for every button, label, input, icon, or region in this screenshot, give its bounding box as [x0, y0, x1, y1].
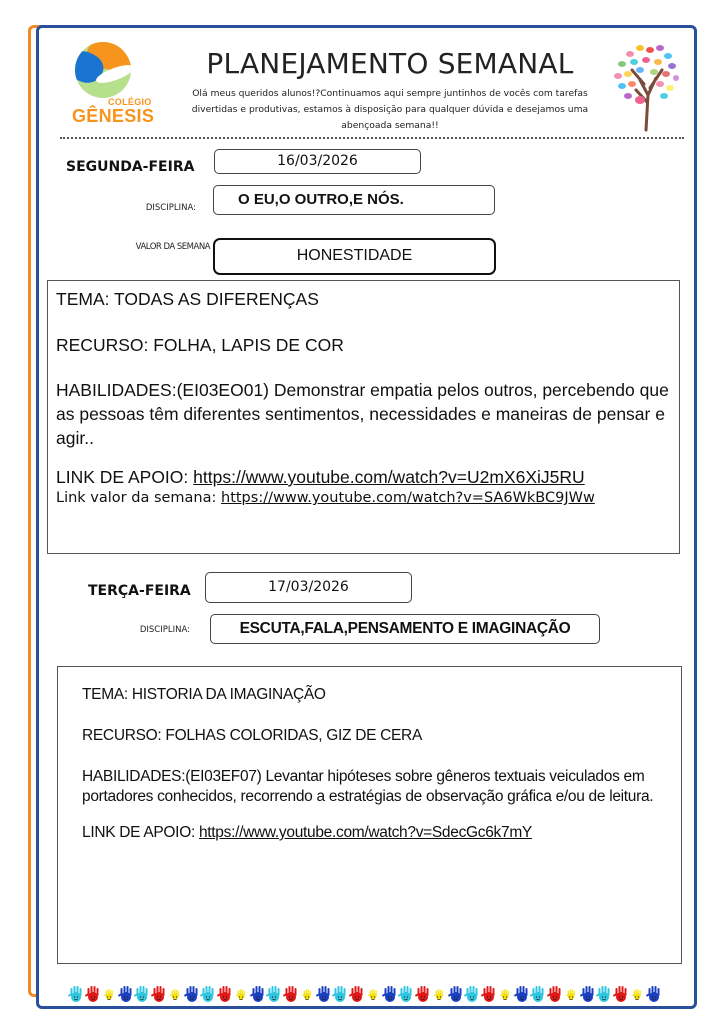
hand-blue-icon [580, 984, 596, 1004]
page-title: PLANEJAMENTO SEMANAL [206, 47, 574, 80]
hand-cyan-icon [134, 984, 150, 1004]
greeting-text: Olá meus queridos alunos!?Continuamos aqui sempre juntinhos de vocês com tarefas divertidas e produtivas, estamos à disposição para qualquer dúvida e desejamos uma abençoada semana!! [191, 88, 589, 131]
hand-blue-icon [118, 984, 134, 1004]
hand-cyan-icon [596, 984, 612, 1004]
habilidades-tuesday: HABILIDADES:(EI03EF07) Levantar hipóteses sobre gêneros textuais veiculados em portadores conhecidos, recorrendo a estratégias de observação gráfica e/ou de leitura. [82, 768, 654, 805]
weekly-value-field[interactable]: HONESTIDADE [213, 238, 496, 275]
hand-yellow-icon [629, 984, 645, 1004]
hand-red-icon [349, 984, 365, 1004]
recurso-monday: RECURSO: FOLHA, LAPIS DE COR [56, 335, 344, 355]
value-link[interactable]: https://www.youtube.com/watch?v=SA6WkBC9JWw [221, 490, 595, 506]
day-label-tuesday: TERÇA-FEIRA [88, 583, 191, 599]
colorful-tree-icon [610, 40, 682, 132]
logo-circle-icon [75, 42, 131, 98]
link-row-monday [56, 466, 671, 488]
value-link-row [56, 488, 671, 508]
value-label: VALOR DA SEMANA [135, 242, 210, 252]
date-field-tuesday[interactable]: 17/03/2026 [205, 572, 412, 603]
hand-yellow-icon [563, 984, 579, 1004]
hand-cyan-icon [530, 984, 546, 1004]
hand-cyan-icon [68, 984, 84, 1004]
hand-red-icon [415, 984, 431, 1004]
hand-yellow-icon [233, 984, 249, 1004]
discipline-label-tuesday: DISCIPLINA: [139, 625, 190, 635]
date-field-monday[interactable]: 16/03/2026 [214, 149, 421, 174]
hand-cyan-icon [332, 984, 348, 1004]
hand-yellow-icon [299, 984, 315, 1004]
habilidades-monday: HABILIDADES:(EI03EO01) Demonstrar empatia pelos outros, percebendo que as pessoas têm diferentes sentimentos, necessidades e maneiras de pensar e agir.. [56, 380, 669, 448]
hand-blue-icon [448, 984, 464, 1004]
content-box-tuesday [57, 666, 682, 964]
link-label-tuesday: LINK DE APOIO: [82, 824, 195, 841]
hand-yellow-icon [431, 984, 447, 1004]
support-link-monday[interactable]: https://www.youtube.com/watch?v=U2mX6XiJ5RU [193, 467, 585, 487]
hand-blue-icon [514, 984, 530, 1004]
hand-red-icon [217, 984, 233, 1004]
hand-red-icon [613, 984, 629, 1004]
tema-tuesday: TEMA: HISTORIA DA IMAGINAÇÃO [82, 686, 326, 703]
support-link-tuesday[interactable]: https://www.youtube.com/watch?v=SdecGc6k7mY [198, 824, 532, 841]
hand-red-icon [85, 984, 101, 1004]
hand-cyan-icon [398, 984, 414, 1004]
hand-cyan-icon [200, 984, 216, 1004]
hand-blue-icon [382, 984, 398, 1004]
link-row-tuesday [82, 823, 657, 843]
hand-yellow-icon [497, 984, 513, 1004]
hand-blue-icon [316, 984, 332, 1004]
hand-yellow-icon [101, 984, 117, 1004]
school-logo [72, 40, 154, 125]
hand-yellow-icon [167, 984, 183, 1004]
hand-red-icon [151, 984, 167, 1004]
logo-genesis-text: GÊNESIS [72, 106, 155, 126]
hand-blue-icon [184, 984, 200, 1004]
value-link-label: Link valor da semana: [56, 490, 217, 506]
hand-red-icon [547, 984, 563, 1004]
hand-red-icon [283, 984, 299, 1004]
hands-border-decoration [68, 984, 668, 1006]
hand-red-icon [481, 984, 497, 1004]
discipline-field-monday[interactable]: O EU,O OUTRO,E NÓS. [213, 185, 495, 215]
content-box-monday [47, 280, 680, 554]
tema-monday: TEMA: TODAS AS DIFERENÇAS [56, 289, 319, 309]
recurso-tuesday: RECURSO: FOLHAS COLORIDAS, GIZ DE CERA [82, 727, 422, 744]
hand-cyan-icon [464, 984, 480, 1004]
logo-colegio-text: COLÉGIO [108, 97, 152, 107]
discipline-field-tuesday[interactable]: ESCUTA,FALA,PENSAMENTO E IMAGINAÇÃO [210, 614, 600, 644]
discipline-label-monday: DISCIPLINA: [145, 203, 196, 213]
hand-cyan-icon [266, 984, 282, 1004]
hand-yellow-icon [365, 984, 381, 1004]
day-label-monday: SEGUNDA-FEIRA [66, 159, 195, 175]
hand-blue-icon [250, 984, 266, 1004]
link-label-monday: LINK DE APOIO: [56, 467, 189, 487]
header-divider [60, 137, 684, 139]
hand-blue-icon [646, 984, 662, 1004]
